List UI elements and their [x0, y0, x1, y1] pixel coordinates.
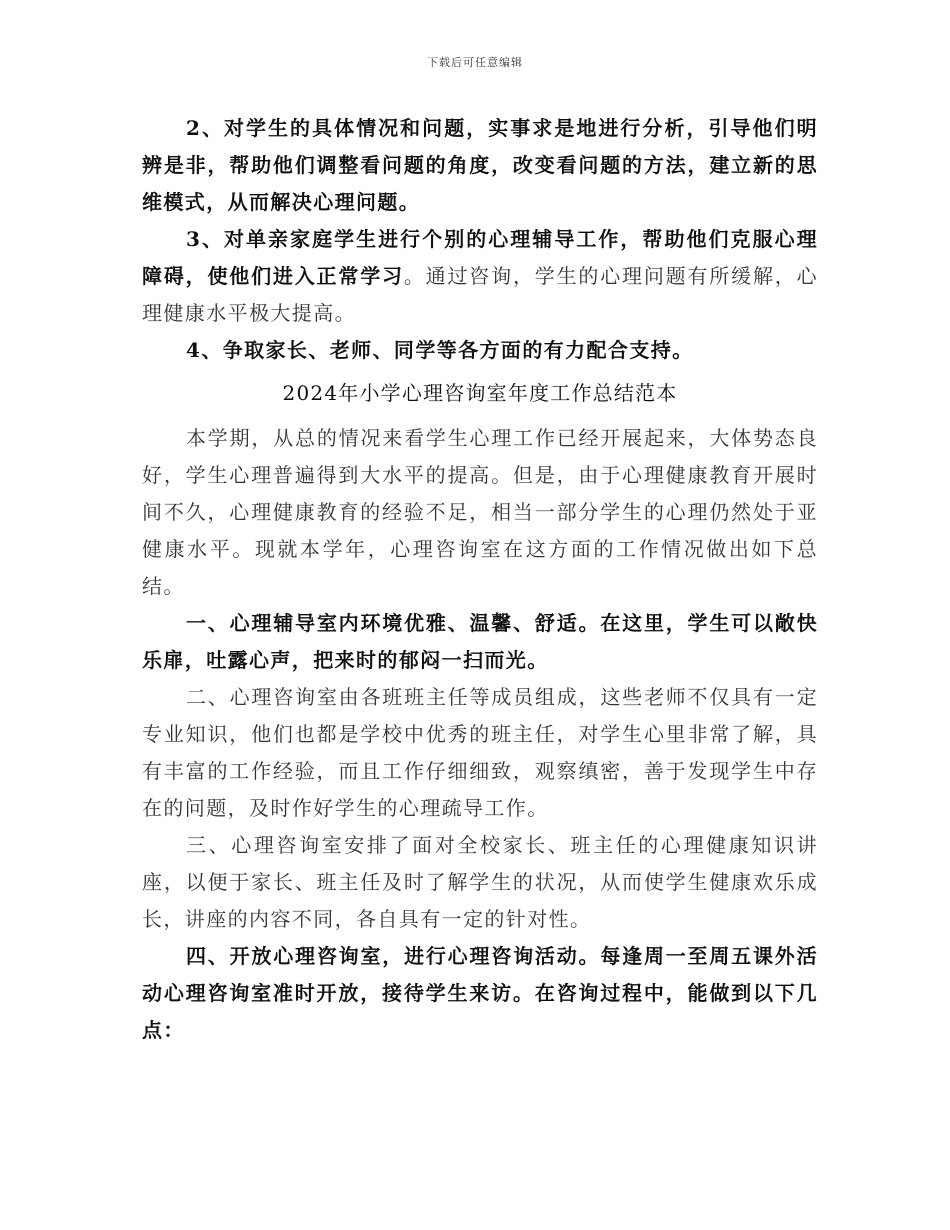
- paragraph-item-2: 2、对学生的具体情况和问题，实事求是地进行分析，引导他们明辨是非，帮助他们调整看问题的角度，改变看问题的方法，建立新的思维模式，从而解决心理问题。: [142, 116, 818, 214]
- paragraph-item-3-bold: 3、对单亲家庭学生进行个别的心理辅导工作，帮助他们克服心理障碍，使他们进入正常学习: [142, 227, 818, 288]
- page-header-note: 下载后可任意编辑: [427, 56, 523, 69]
- paragraph-section-2: 二、心理咨询室由各班班主任等成员组成，这些老师不仅具有一定专业知识，他们也都是学校中优秀的班主任，对学生心里非常了解，具有丰富的工作经验，而且工作仔细细致，观察缜密，善于发现学生中存在的问题，及时作好学生的心理疏导工作。: [142, 685, 818, 820]
- paragraph-section-3: 三、心理咨询室安排了面对全校家长、班主任的心理健康知识讲座，以便于家长、班主任及时了解学生的状况，从而使学生健康欢乐成长，讲座的内容不同，各自具有一定的针对性。: [142, 833, 818, 931]
- document-body: [142, 110, 818, 1049]
- paragraph-item-3-normal: 。通过咨询，学生的心理问题有所缓解，心理健康水平极大提高。: [142, 264, 818, 325]
- document-title: 2024年小学心理咨询室年度工作总结范本: [282, 381, 678, 405]
- paragraph-section-1: 一、心理辅导室内环境优雅、温馨、舒适。在这里，学生可以敞快乐扉，吐露心声，把来时的郁闷一扫而光。: [142, 611, 818, 672]
- paragraph-intro: 本学期，从总的情况来看学生心理工作已经开展起来，大体势态良好，学生心理普遍得到大水平的提高。但是，由于心理健康教育开展时间不久，心理健康教育的经验不足，相当一部分学生的心理仍然处于亚健康水平。现就本学年，心理咨询室在这方面的工作情况做出如下总结。: [142, 426, 818, 598]
- paragraph-item-3: [142, 221, 818, 332]
- paragraph-item-4: 4、争取家长、老师、同学等各方面的有力配合支持。: [186, 338, 694, 362]
- paragraph-section-4: 四、开放心理咨询室，进行心理咨询活动。每逢周一至周五课外活动心理咨询室准时开放，接待学生来访。在咨询过程中，能做到以下几点：: [142, 944, 818, 1042]
